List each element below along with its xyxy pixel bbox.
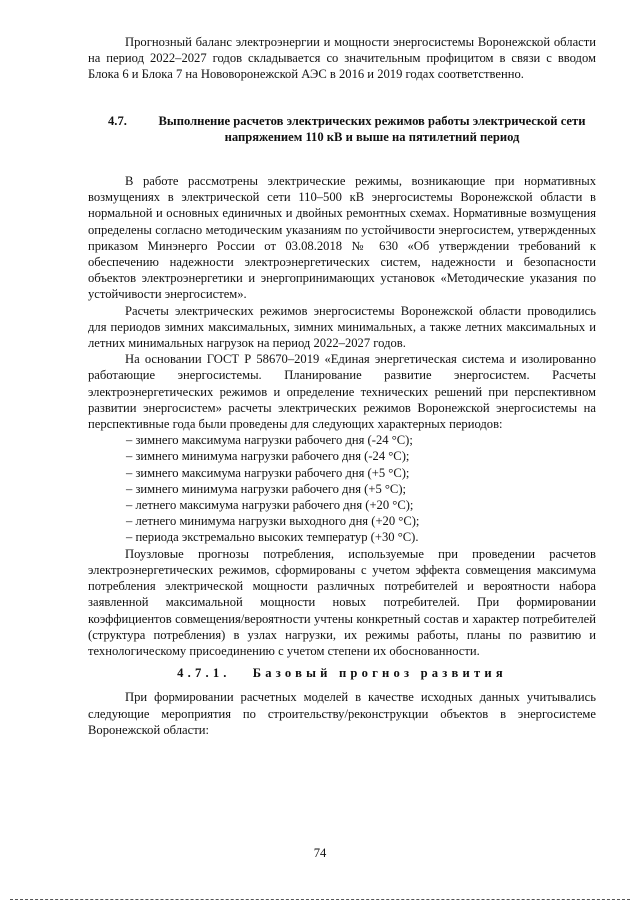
section-number: 4.7. bbox=[108, 113, 127, 128]
section-title: Выполнение расчетов электрических режимов работы электрической сети напряжением 110 кВ и выше на пятилетний период bbox=[158, 113, 586, 144]
list-item: – летнего максимума нагрузки рабочего дня (+20 °C); bbox=[126, 498, 414, 513]
body-paragraph-2: Расчеты электрических режимов энергосистемы Воронежской области проводились для периодов зимних максимальных, зимних минимальных, а также летних максимальных и летних минимальных нагрузок на период 2022–2027 годов. bbox=[88, 303, 596, 351]
list-item: – зимнего максимума нагрузки рабочего дня (+5 °C); bbox=[126, 465, 410, 480]
section-heading bbox=[88, 113, 596, 145]
page-number: 74 bbox=[313, 846, 327, 860]
list-item: – летнего минимума нагрузки выходного дня (+20 °C); bbox=[126, 514, 420, 529]
subsection-number: 4.7.1. bbox=[177, 666, 231, 681]
scan-edge-divider bbox=[10, 899, 630, 900]
body-paragraph-4: Поузловые прогнозы потребления, используемые при проведении расчетов электроэнергетических режимов, сформированы с учетом эффекта совмещения максимума потребления электрической мощности различных потребителей и вероятности набора заявленной максимальной мощности новых потребителей. При формировании коэффициентов совмещения/вероятности учтены конкретный состав и характер потребителей (структура потребления) в узлах нагрузки, их режимы работы, планы по развитию и технологическому присоединению с учетом степени их обоснованности. bbox=[88, 546, 596, 658]
list-item: – зимнего максимума нагрузки рабочего дня (-24 °C); bbox=[126, 433, 413, 448]
subsection-title: Базовый прогноз развития bbox=[252, 666, 507, 681]
body-paragraph-1: В работе рассмотрены электрические режимы, возникающие при нормативных возмущениях в электрической сети 110–500 кВ энергосистемы Воронежской области в нормальной и основных единичных и двойных ремонтных схемах. Нормативные возмущения определены согласно методическим указаниям по устойчивости энергосистем, утвержденных приказом Минэнерго России от 03.08.2018 № 630 «Об утверждении требований к обеспечению надежности электроэнергетических систем, надежности и безопасности объектов электроэнергетики и энергопринимающих установок «Методические указания по устойчивости энергосистем». bbox=[88, 174, 596, 302]
body-paragraph-3: На основании ГОСТ Р 58670–2019 «Единая энергетическая система и изолированно работающие энергосистемы. Планирование развитие энергосистем. Расчеты электроэнергетических режимов и определение технических решений при перспективном развитии энергосистем» расчеты электрических режимов Воронежской энергосистемы на перспективные года были проведены для следующих характерных периодов: bbox=[88, 352, 596, 432]
period-list bbox=[88, 432, 596, 545]
body-paragraph-5: При формировании расчетных моделей в качестве исходных данных учитывались следующие мероприятия по строительству/реконструкции объектов в энергосистеме Воронежской области: bbox=[88, 690, 596, 737]
page-body bbox=[88, 34, 596, 738]
intro-paragraph: Прогнозный баланс электроэнергии и мощности энергосистемы Воронежской области на период 2022–2027 годов складывается со значительным профицитом в связи с вводом Блока 6 и Блока 7 на Нововоронежской АЭС в 2016 и 2019 годах соответственно. bbox=[88, 35, 596, 82]
list-item: – зимнего минимума нагрузки рабочего дня (+5 °C); bbox=[126, 481, 407, 496]
subsection-heading bbox=[88, 665, 596, 681]
list-item: – зимнего минимума нагрузки рабочего дня (-24 °C); bbox=[126, 449, 410, 464]
list-item: – периода экстремально высоких температур (+30 °C). bbox=[126, 530, 419, 545]
